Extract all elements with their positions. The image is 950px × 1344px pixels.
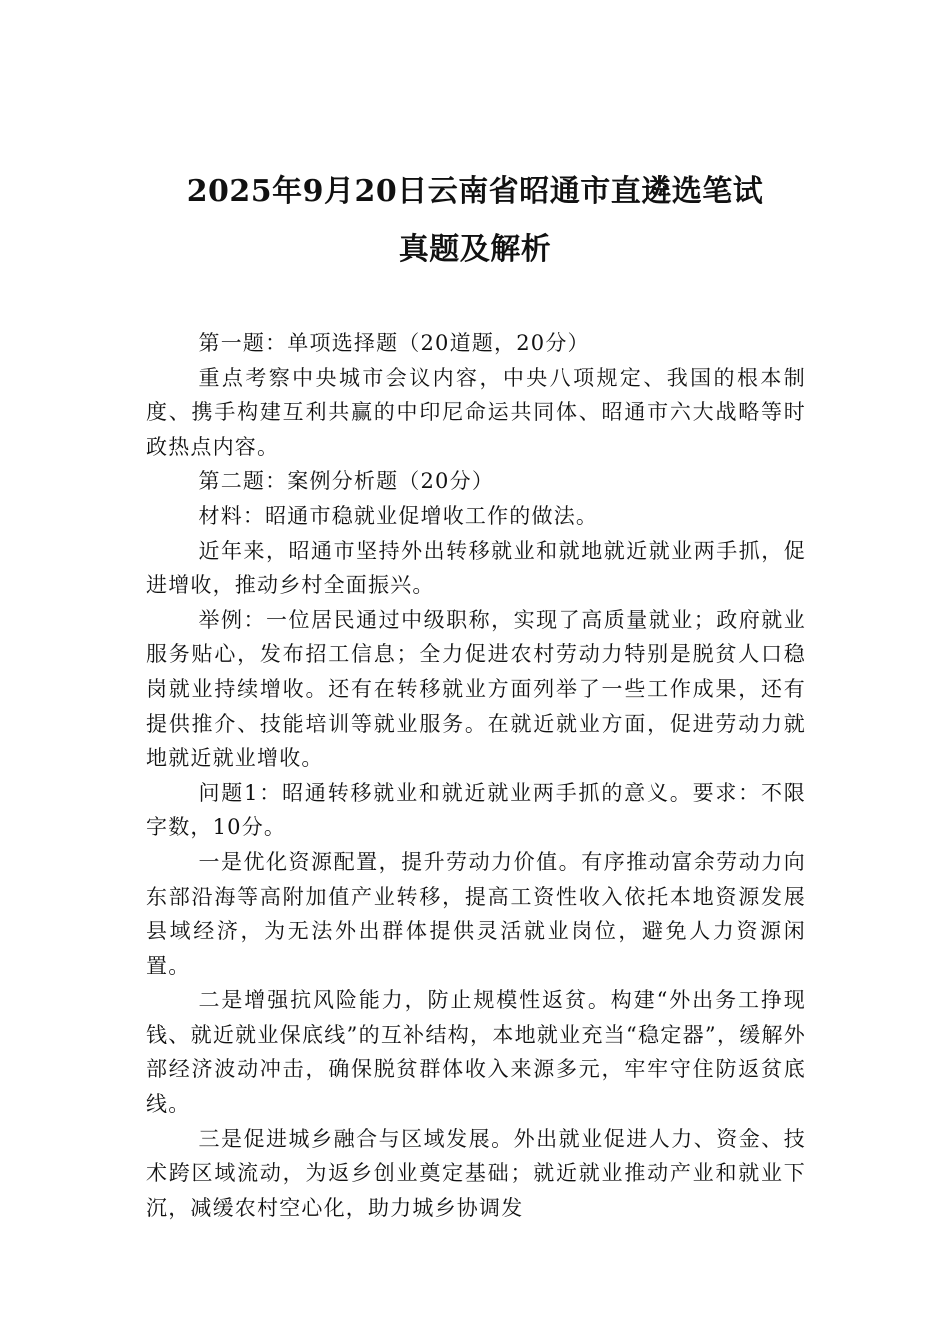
- paragraph-question-prompt: 问题1：昭通转移就业和就近就业两手抓的意义。要求：不限字数，10分。: [146, 780, 806, 840]
- paragraph-answer-point-2: 二是增强抗风险能力，防止规模性返贫。构建“外出务工挣现钱、就近就业保底线”的互补结构，本地就业充当“稳定器”，缓解外部经济波动冲击，确保脱贫群体收入来源多元，牢牢守住防返贫底线。: [146, 988, 806, 1117]
- document-body: [146, 326, 806, 1225]
- title-line-2: 真题及解析: [398, 232, 552, 267]
- paragraph-answer-point-3: 三是促进城乡融合与区域发展。外出就业促进人力、资金、技术跨区域流动，为返乡创业奠定基础；就近就业推动产业和就业下沉，减缓农村空心化，助力城乡协调发: [146, 1126, 806, 1220]
- paragraph-examples: 举例：一位居民通过中级职称，实现了高质量就业；政府就业服务贴心，发布招工信息；全力促进农村劳动力特别是脱贫人口稳岗就业持续增收。还有在转移就业方面列举了一些工作成果，还有提供推介、技能培训等就业服务。在就近就业方面，促进劳动力就地就近就业增收。: [146, 607, 806, 771]
- paragraph-question-1-content: 重点考察中央城市会议内容，中央八项规定、我国的根本制度、携手构建互利共赢的中印尼命运共同体、昭通市六大战略等时政热点内容。: [146, 365, 806, 459]
- paragraph-background: 近年来，昭通市坚持外出转移就业和就地就近就业两手抓，促进增收，推动乡村全面振兴。: [146, 538, 806, 598]
- document-title: [145, 163, 805, 279]
- section-heading-question-2: 第二题：案例分析题（20分）: [198, 469, 495, 494]
- section-heading-question-1: 第一题：单项选择题（20道题，20分）: [198, 331, 590, 355]
- paragraph-material: 材料：昭通市稳就业促增收工作的做法。: [198, 503, 599, 528]
- paragraph-answer-point-1: 一是优化资源配置，提升劳动力价值。有序推动富余劳动力向东部沿海等高附加值产业转移，提高工资性收入依托本地资源发展县域经济，为无法外出群体提供灵活就业岗位，避免人力资源闲置。: [146, 849, 806, 978]
- title-line-1: 2025年9月20日云南省昭通市直遴选笔试: [186, 174, 764, 209]
